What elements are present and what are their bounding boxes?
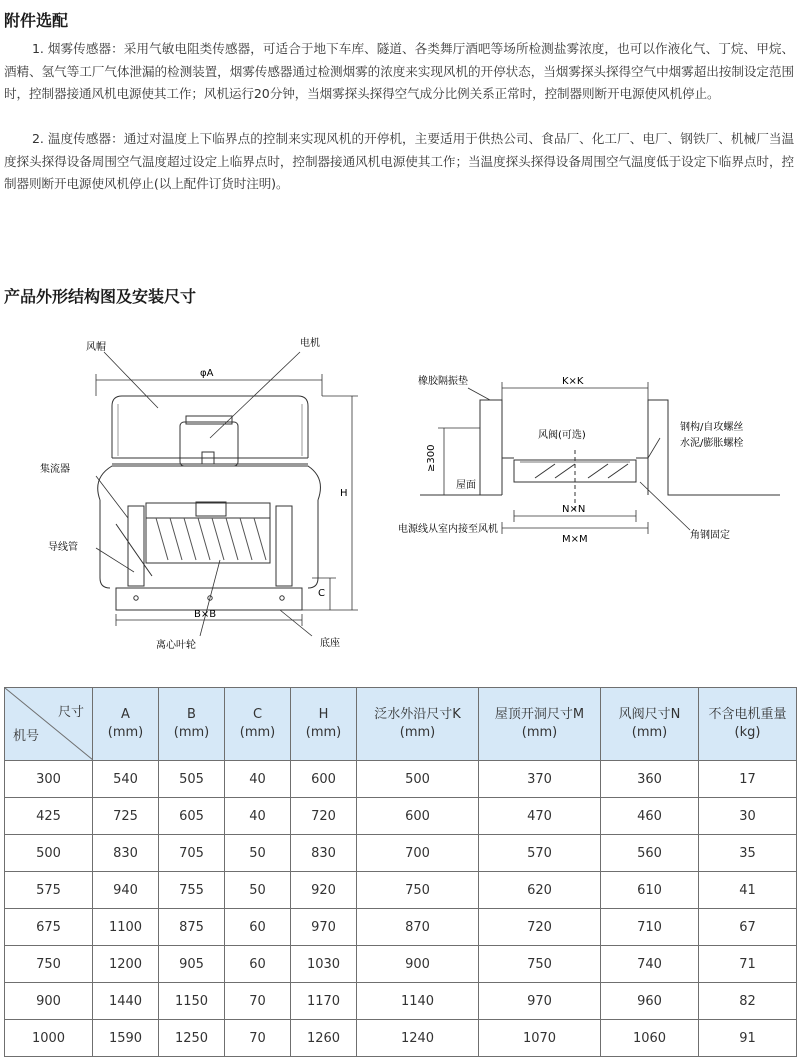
table-row xyxy=(5,798,797,835)
value-cell: 705 xyxy=(159,835,225,872)
value-cell: 470 xyxy=(479,798,601,835)
model-cell: 900 xyxy=(5,983,93,1020)
value-cell: 50 xyxy=(225,872,291,909)
impeller-label: 离心叶轮 xyxy=(156,640,196,651)
dim-c-label: C xyxy=(318,588,325,599)
dim-m-label: M×M xyxy=(562,534,588,545)
value-cell: 1440 xyxy=(93,983,159,1020)
table-row xyxy=(5,872,797,909)
value-cell: 50 xyxy=(225,835,291,872)
corner-diagonal xyxy=(5,688,93,760)
value-cell: 750 xyxy=(357,872,479,909)
header-weight: 不含电机重量 (kg) xyxy=(699,688,797,761)
collector-label: 集流器 xyxy=(40,464,70,475)
value-cell: 755 xyxy=(159,872,225,909)
structure-title: 产品外形结构图及安装尺寸 xyxy=(4,287,197,306)
accessories-title: 附件选配 xyxy=(4,11,69,30)
table-row xyxy=(5,909,797,946)
value-cell: 750 xyxy=(479,946,601,983)
value-cell: 1200 xyxy=(93,946,159,983)
value-cell: 505 xyxy=(159,761,225,798)
value-cell: 600 xyxy=(291,761,357,798)
value-cell: 70 xyxy=(225,983,291,1020)
value-cell: 40 xyxy=(225,798,291,835)
value-cell: 91 xyxy=(699,1020,797,1057)
value-cell: 35 xyxy=(699,835,797,872)
model-cell: 675 xyxy=(5,909,93,946)
value-cell: 1140 xyxy=(357,983,479,1020)
table-row xyxy=(5,983,797,1020)
value-cell: 960 xyxy=(601,983,699,1020)
value-cell: 920 xyxy=(291,872,357,909)
table-row xyxy=(5,761,797,798)
value-cell: 900 xyxy=(357,946,479,983)
value-cell: 740 xyxy=(601,946,699,983)
value-cell: 1240 xyxy=(357,1020,479,1057)
installation-diagram xyxy=(390,360,790,560)
value-cell: 1150 xyxy=(159,983,225,1020)
value-cell: 1170 xyxy=(291,983,357,1020)
value-cell: 1100 xyxy=(93,909,159,946)
table-row xyxy=(5,835,797,872)
header-m: 屋顶开洞尺寸M (mm) xyxy=(479,688,601,761)
value-cell: 725 xyxy=(93,798,159,835)
value-cell: 560 xyxy=(601,835,699,872)
bolts-label-2: 水泥/膨胀螺栓 xyxy=(680,438,744,449)
header-b: B (mm) xyxy=(159,688,225,761)
conduit-label: 导线管 xyxy=(48,542,78,553)
value-cell: 720 xyxy=(291,798,357,835)
value-cell: 1030 xyxy=(291,946,357,983)
value-cell: 67 xyxy=(699,909,797,946)
model-cell: 300 xyxy=(5,761,93,798)
base-label: 底座 xyxy=(320,638,340,649)
value-cell: 70 xyxy=(225,1020,291,1057)
motor-label: 电机 xyxy=(300,338,320,349)
value-cell: 610 xyxy=(601,872,699,909)
value-cell: 41 xyxy=(699,872,797,909)
value-cell: 370 xyxy=(479,761,601,798)
dim-300-label: ≥300 xyxy=(426,444,437,472)
value-cell: 710 xyxy=(601,909,699,946)
value-cell: 1060 xyxy=(601,1020,699,1057)
value-cell: 1260 xyxy=(291,1020,357,1057)
model-cell: 575 xyxy=(5,872,93,909)
header-n: 风阀尺寸N (mm) xyxy=(601,688,699,761)
value-cell: 60 xyxy=(225,909,291,946)
value-cell: 30 xyxy=(699,798,797,835)
header-corner-size: 尺寸 xyxy=(57,705,84,720)
value-cell: 71 xyxy=(699,946,797,983)
value-cell: 82 xyxy=(699,983,797,1020)
value-cell: 1590 xyxy=(93,1020,159,1057)
header-c: C (mm) xyxy=(225,688,291,761)
value-cell: 940 xyxy=(93,872,159,909)
hood-label: 风帽 xyxy=(86,342,106,353)
value-cell: 700 xyxy=(357,835,479,872)
temperature-sensor-paragraph: 2. 温度传感器：通过对温度上下临界点的控制来实现风机的开停机，主要适用于供热公司、食品厂、化工厂、电厂、钢铁厂、机械厂当温度探头探得设备周围空气温度超过设定上临界点时，控制器接通风机电源使其工作；当温度探头探得设备周围空气温度低于设定下临界点时，控制器则断开电源使风机停止(以上配件订货时注明)。 xyxy=(4,131,794,191)
table-row xyxy=(5,946,797,983)
bolts-label-1: 钢构/自攻螺丝 xyxy=(680,422,744,433)
value-cell: 460 xyxy=(601,798,699,835)
value-cell: 870 xyxy=(357,909,479,946)
value-cell: 970 xyxy=(291,909,357,946)
value-cell: 60 xyxy=(225,946,291,983)
header-corner-cell xyxy=(5,688,93,761)
value-cell: 970 xyxy=(479,983,601,1020)
roof-label: 屋面 xyxy=(456,480,476,491)
fan-structure-diagram xyxy=(0,328,380,658)
value-cell: 570 xyxy=(479,835,601,872)
model-cell: 425 xyxy=(5,798,93,835)
dim-a-label: φA xyxy=(200,368,214,379)
value-cell: 830 xyxy=(93,835,159,872)
table-row xyxy=(5,1020,797,1057)
value-cell: 905 xyxy=(159,946,225,983)
angle-steel-label: 角钢固定 xyxy=(690,530,730,541)
dim-k-label: K×K xyxy=(562,376,584,387)
header-corner-model: 机号 xyxy=(13,729,40,744)
value-cell: 540 xyxy=(93,761,159,798)
value-cell: 360 xyxy=(601,761,699,798)
value-cell: 605 xyxy=(159,798,225,835)
table-header-row xyxy=(5,688,797,761)
value-cell: 600 xyxy=(357,798,479,835)
spec-table xyxy=(4,687,797,1057)
dim-b-label: B×B xyxy=(194,609,217,620)
dim-h-label: H xyxy=(340,488,348,499)
header-a: A (mm) xyxy=(93,688,159,761)
dim-n-label: N×N xyxy=(562,504,586,515)
model-cell: 750 xyxy=(5,946,93,983)
model-cell: 1000 xyxy=(5,1020,93,1057)
value-cell: 830 xyxy=(291,835,357,872)
power-note-label: 电源线从室内接至风机 xyxy=(398,524,498,535)
header-h: H (mm) xyxy=(291,688,357,761)
value-cell: 875 xyxy=(159,909,225,946)
rubber-pad-label: 橡胶隔振垫 xyxy=(418,376,468,387)
value-cell: 720 xyxy=(479,909,601,946)
model-cell: 500 xyxy=(5,835,93,872)
value-cell: 1250 xyxy=(159,1020,225,1057)
damper-label: 风阀(可选) xyxy=(538,430,586,441)
smoke-sensor-paragraph: 1. 烟雾传感器：采用气敏电阻类传感器，可适合于地下车库、隧道、各类舞厅酒吧等场所检测盐雾浓度，也可以作液化气、丁烷、甲烷、酒精、氢气等工厂气体泄漏的检测装置，烟雾传感器通过检测烟雾的浓度来实现风机的开停状态，当烟雾探头探得空气中烟雾超出按制设定范围时，控制器接通风机电源使其工作；风机运行20分钟，当烟雾探头探得空气成分比例关系正常时，控制器则断开电源使风机停止。 xyxy=(4,41,794,101)
value-cell: 620 xyxy=(479,872,601,909)
value-cell: 17 xyxy=(699,761,797,798)
value-cell: 500 xyxy=(357,761,479,798)
header-k: 泛水外沿尺寸K (mm) xyxy=(357,688,479,761)
value-cell: 40 xyxy=(225,761,291,798)
value-cell: 1070 xyxy=(479,1020,601,1057)
